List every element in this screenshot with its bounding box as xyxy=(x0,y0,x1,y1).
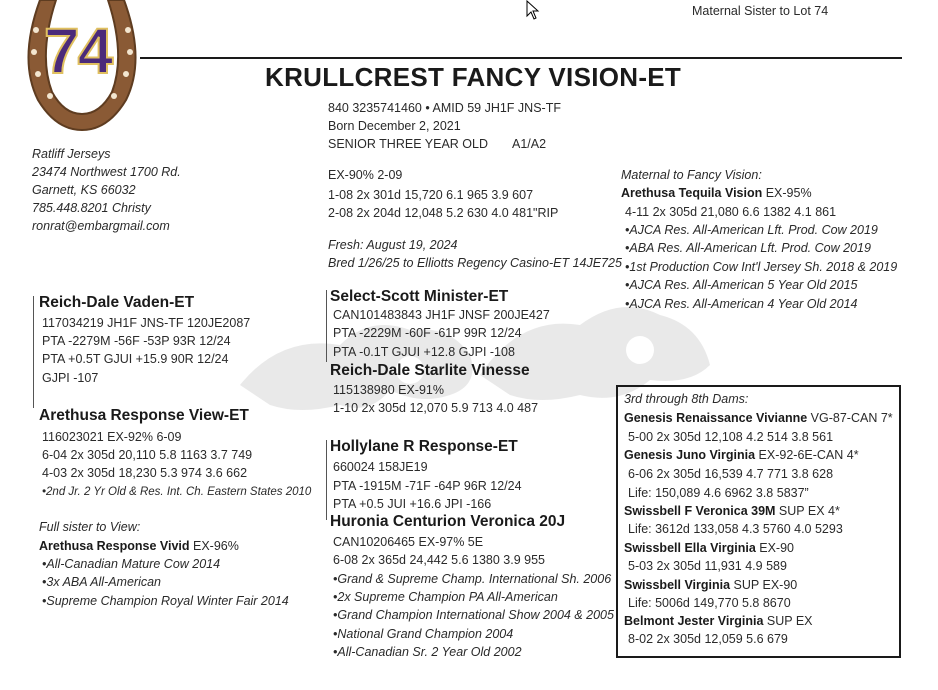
production-record: 1-08 2x 301d 15,720 6.1 965 3.9 607 xyxy=(328,188,534,202)
lot-number: 74 xyxy=(44,15,112,87)
dam-entry-name: Swissbell Virginia xyxy=(624,578,731,592)
full-sister-line xyxy=(39,537,239,555)
maternal-award: •AJCA Res. All-American 4 Year Old 2014 xyxy=(625,297,858,311)
sire-sire-info: GJPI -107 xyxy=(42,371,99,385)
dam-info: 1-10 2x 305d 12,070 5.9 713 4.0 487 xyxy=(333,401,539,415)
dam-entry-record: 6-06 2x 305d 16,539 4.7 771 3.8 628 xyxy=(628,467,834,481)
dam-entry-record: 5-00 2x 305d 12,108 4.2 514 3.8 561 xyxy=(628,430,834,444)
maternal-grandsire-name: Hollylane R Response-ET xyxy=(330,438,518,455)
dams-box-heading: 3rd through 8th Dams: xyxy=(624,392,749,406)
owner-line: 785.448.8201 Christy xyxy=(32,201,151,215)
dam-entry xyxy=(624,409,893,427)
dam-entry-name: Swissbell F Veronica 39M xyxy=(624,504,776,518)
dam-entry-score: EX-92-6E-CAN 4* xyxy=(755,448,859,462)
maternal-granddam-info: CAN10206465 EX-97% 5E xyxy=(333,535,484,549)
sire-info: PTA -0.1T GJUI +12.8 GJPI -108 xyxy=(333,345,515,359)
full-sister-award: •3x ABA All-American xyxy=(42,575,161,589)
maternal-record: 4-11 2x 305d 21,080 6.6 1382 4.1 861 xyxy=(625,205,837,219)
dam-entry-record: 8-02 2x 305d 12,059 5.6 679 xyxy=(628,632,788,646)
dam-entry-name: Genesis Renaissance Vivianne xyxy=(624,411,808,425)
maternal-grandsire-info: PTA -1915M -71F -64P 96R 12/24 xyxy=(333,479,522,493)
dam-entry-record: Life: 5006d 149,770 5.8 8670 xyxy=(628,596,791,610)
dam-entry xyxy=(624,576,797,594)
dam-entry xyxy=(624,502,840,520)
maternal-grandsire-info: 660024 158JE19 xyxy=(333,460,428,474)
sire-sire-info: 117034219 JH1F JNS-TF 120JE2087 xyxy=(42,316,251,330)
dam-entry-score: SUP EX xyxy=(763,614,813,628)
dam-name: Reich-Dale Starlite Vinesse xyxy=(330,362,530,379)
maternal-granddam-award: •All-Canadian Sr. 2 Year Old 2002 xyxy=(333,645,522,659)
sire-sire-info: PTA +0.5T GJUI +15.9 90R 12/24 xyxy=(42,352,229,366)
maternal-award: •ABA Res. All-American Lft. Prod. Cow 2019 xyxy=(625,241,871,255)
dam-entry-score: VG-87-CAN 7* xyxy=(807,411,893,425)
sire-dam-info: 6-04 2x 305d 20,110 5.8 1163 3.7 749 xyxy=(42,448,253,462)
dam-entry-record: Life: 3612d 133,058 4.3 5760 4.0 5293 xyxy=(628,522,843,536)
owner-email: ronrat@embargmail.com xyxy=(32,219,170,233)
sire-sire-name: Reich-Dale Vaden-ET xyxy=(39,294,195,311)
full-sister-award: •All-Canadian Mature Cow 2014 xyxy=(42,557,221,571)
animal-name-title: KRULLCREST FANCY VISION-ET xyxy=(265,62,682,92)
dam-entry xyxy=(624,612,813,630)
maternal-award: •AJCA Res. All-American Lft. Prod. Cow 2019 xyxy=(625,223,878,237)
a2-status: A1/A2 xyxy=(512,137,547,151)
maternal-dam-name: Arethusa Tequila Vision xyxy=(621,186,763,200)
dam-entry-name: Genesis Juno Virginia xyxy=(624,448,756,462)
maternal-heading: Maternal to Fancy Vision: xyxy=(621,168,762,182)
birth-date: Born December 2, 2021 xyxy=(328,119,461,133)
full-sister-heading: Full sister to View: xyxy=(39,520,141,534)
sire-dam-award: •2nd Jr. 2 Yr Old & Res. Int. Ch. Eastern States 2010 xyxy=(42,486,312,498)
dam-entry-score: SUP EX 4* xyxy=(775,504,840,518)
sire-dam-info: 116023021 EX-92% 6-09 xyxy=(42,430,182,444)
sire-dam-name: Arethusa Response View-ET xyxy=(39,407,249,424)
full-sister-name: Arethusa Response Vivid xyxy=(39,539,190,553)
sire-dam-info: 4-03 2x 305d 18,230 5.3 974 3.6 662 xyxy=(42,466,248,480)
dam-entry xyxy=(624,539,794,557)
sire-name: Select-Scott Minister-ET xyxy=(330,288,509,305)
maternal-dam-score: EX-95% xyxy=(762,186,812,200)
maternal-granddam-award: •Grand & Supreme Champ. International Sh. 2006 xyxy=(333,572,612,586)
lot-logo xyxy=(22,0,142,132)
dam-entry-score: SUP EX-90 xyxy=(730,578,798,592)
dam-entry-record: 5-03 2x 305d 11,931 4.9 589 xyxy=(628,559,787,573)
maternal-granddam-award: •2x Supreme Champion PA All-American xyxy=(333,590,558,604)
title-rule xyxy=(140,57,902,59)
owner-line: Ratliff Jerseys xyxy=(32,147,111,161)
maternal-grandsire-info: PTA +0.5 JUI +16.6 JPI -166 xyxy=(333,497,492,511)
production-record: 2-08 2x 204d 12,048 5.2 630 4.0 481"RIP xyxy=(328,206,559,220)
pedigree-bracket xyxy=(33,296,34,408)
maternal-award: •AJCA Res. All-American 5 Year Old 2015 xyxy=(625,278,858,292)
full-sister-score: EX-96% xyxy=(189,539,239,553)
classification-score: EX-90% 2-09 xyxy=(328,168,403,182)
owner-line: Garnett, KS 66032 xyxy=(32,183,136,197)
maternal-granddam-name: Huronia Centurion Veronica 20J xyxy=(330,513,566,530)
maternal-granddam-award: •Grand Champion International Show 2004 & 2005 xyxy=(333,608,614,622)
dam-entry-name: Belmont Jester Virginia xyxy=(624,614,764,628)
sire-info: CAN101483843 JH1F JNSF 200JE427 xyxy=(333,308,550,322)
maternal-dam-line xyxy=(621,184,812,202)
dam-entry-name: Swissbell Ella Virginia xyxy=(624,541,756,555)
pedigree-bracket xyxy=(326,440,327,520)
dam-info: 115138980 EX-91% xyxy=(333,383,444,397)
maternal-sister-note: Maternal Sister to Lot 74 xyxy=(692,4,829,18)
sire-sire-info: PTA -2279M -56F -53P 93R 12/24 xyxy=(42,334,231,348)
registration-line: 840 3235741460 • AMID 59 JH1F JNS-TF xyxy=(328,101,561,115)
fresh-date: Fresh: August 19, 2024 xyxy=(328,238,458,252)
age-class: SENIOR THREE YEAR OLD xyxy=(328,137,488,151)
pedigree-bracket xyxy=(326,290,327,362)
full-sister-award: •Supreme Champion Royal Winter Fair 2014 xyxy=(42,594,289,608)
maternal-award: •1st Production Cow Int'l Jersey Sh. 2018 & 2019 xyxy=(625,260,898,274)
mouse-cursor-icon xyxy=(526,0,540,20)
dam-entry-record: Life: 150,089 4.6 6962 3.8 5837” xyxy=(628,486,809,500)
owner-line: 23474 Northwest 1700 Rd. xyxy=(32,165,181,179)
maternal-granddam-award: •National Grand Champion 2004 xyxy=(333,627,514,641)
bred-info: Bred 1/26/25 to Elliotts Regency Casino-ET 14JE725 xyxy=(328,256,622,270)
sire-info: PTA -2229M -60F -61P 99R 12/24 xyxy=(333,326,522,340)
dam-entry xyxy=(624,446,859,464)
maternal-granddam-info: 6-08 2x 365d 24,442 5.6 1380 3.9 955 xyxy=(333,553,545,567)
dam-entry-score: EX-90 xyxy=(755,541,794,555)
